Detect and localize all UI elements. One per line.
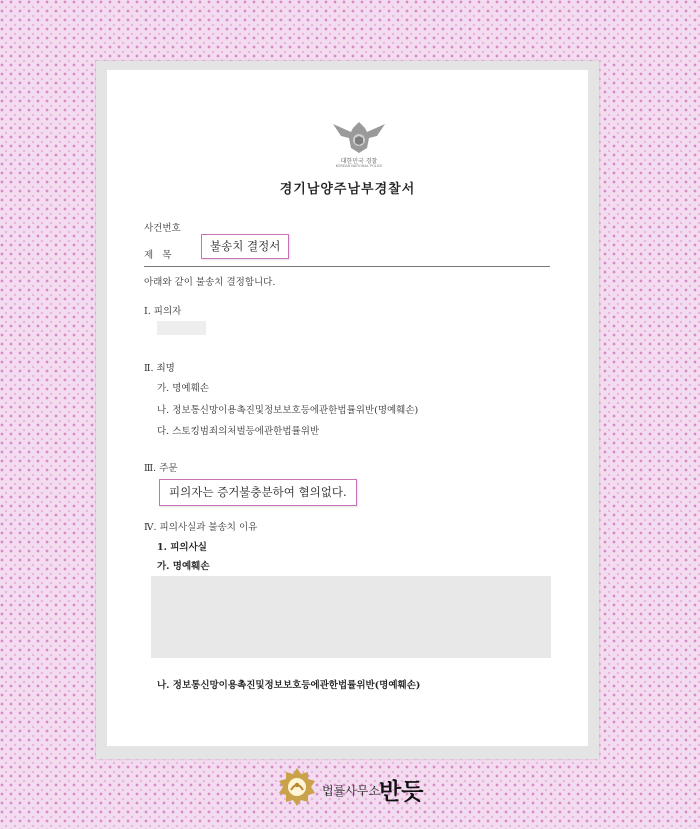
order-text-highlight: 피의자는 증거불충분하여 혐의없다. bbox=[159, 479, 357, 506]
section-order-heading: Ⅲ. 주문 bbox=[144, 463, 178, 474]
case-number-label: 사건번호 bbox=[144, 223, 181, 234]
facts-body-redaction bbox=[151, 576, 551, 658]
section-suspect-heading: Ⅰ. 피의자 bbox=[144, 306, 182, 317]
facts-item-heading: 나. 정보통신망이용촉진및정보보호등에관한법률위반(명예훼손) bbox=[157, 680, 421, 691]
header-divider bbox=[144, 266, 550, 267]
charge-item: 가. 명예훼손 bbox=[157, 383, 209, 394]
firm-name: 반듯 bbox=[379, 779, 424, 805]
document-page bbox=[107, 70, 588, 746]
facts-item-heading: 가. 명예훼손 bbox=[157, 561, 210, 572]
intro-text: 아래와 같이 불송치 결정합니다. bbox=[144, 277, 276, 288]
police-eagle-emblem-icon bbox=[329, 118, 389, 154]
suspect-name-redaction bbox=[157, 321, 206, 335]
issuing-office-title: 경기남양주남부경찰서 bbox=[279, 182, 416, 197]
charge-item: 나. 정보통신망이용촉진및정보보호등에관한법률위반(명예훼손) bbox=[157, 405, 419, 416]
charge-item: 다. 스토킹범죄의처벌등에관한법률위반 bbox=[157, 426, 320, 437]
section-facts-heading: Ⅳ. 피의사실과 불송치 이유 bbox=[144, 522, 258, 533]
title-label: 제 목 bbox=[144, 250, 172, 261]
emblem-subcaption: KOREAN NATIONAL POLICE bbox=[335, 164, 383, 168]
emblem-caption: 대한민국 경찰 bbox=[340, 158, 378, 165]
law-firm-seal-icon bbox=[275, 766, 319, 810]
document-title-highlight: 불송치 결정서 bbox=[201, 234, 289, 259]
section-charges-heading: Ⅱ. 죄명 bbox=[144, 363, 175, 374]
facts-subheading: 1. 피의사실 bbox=[157, 542, 207, 553]
firm-type-label: 법률사무소 bbox=[322, 784, 380, 798]
